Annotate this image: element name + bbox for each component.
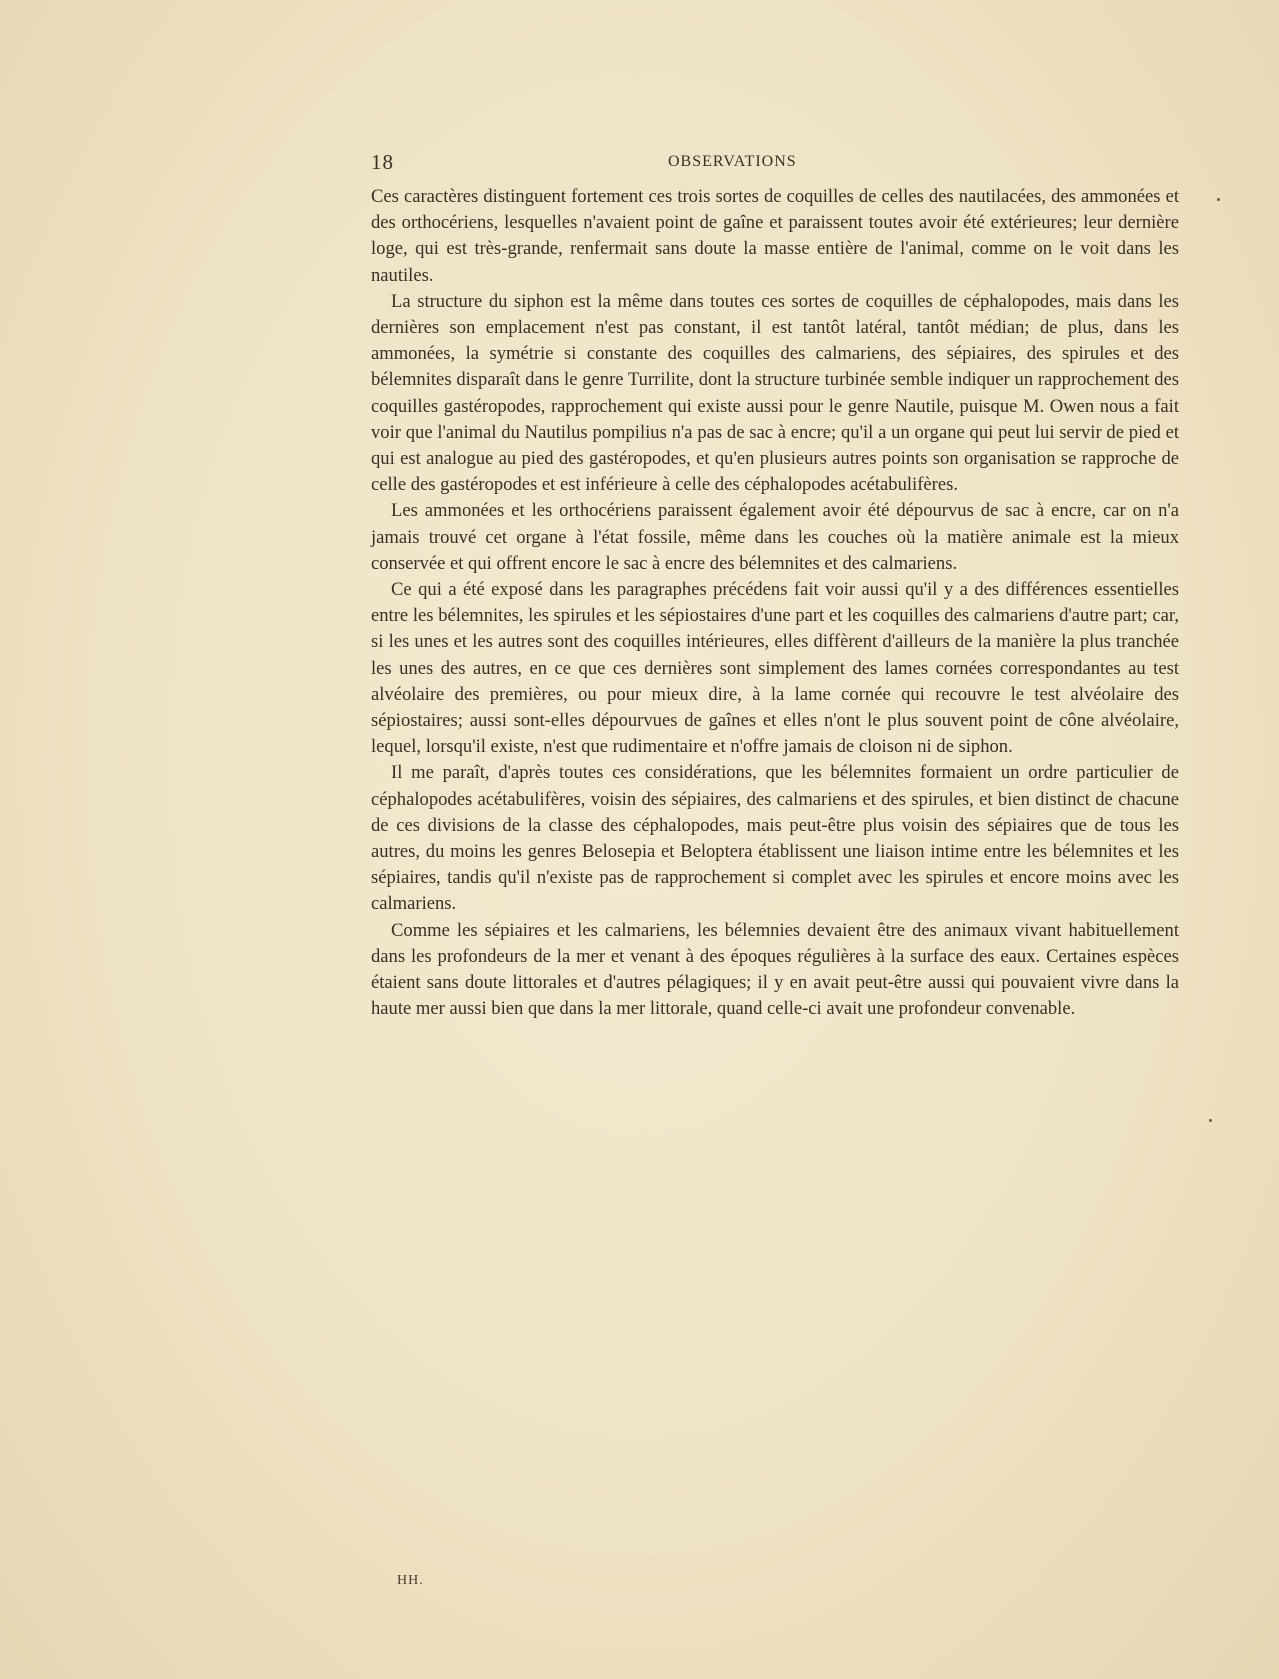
author-initials: HH.: [397, 1573, 424, 1588]
paragraph: Comme les sépiaires et les calmariens, les bélemnies devaient être des animaux vivant habituellement dans les profondeurs de la mer et venant à des époques régulières à la surface des eaux. Certaines espèces étaient sans doute littorales et d'autres pélagiques; il y en avait peut-être aussi qui pouvaient vivre dans la haute mer aussi bien que dans la mer littorale, quand celle-ci avait une profondeur convenable.: [371, 919, 1179, 1020]
paragraph: Il me paraît, d'après toutes ces considérations, que les bélemnites formaient un ordre particulier de céphalopodes acétabulifères, voisin des sépiaires, des calmariens et des spirules, et bien distinct de chacune de ces divisions de la classe des céphalopodes, mais peut-être plus voisin des sépiaires que de tous les autres, du moins les genres Belosepia et Beloptera établissent une liaison intime entre les bélemnites et les sépiaires, tandis qu'il n'existe pas de rapprochement si complet avec les spirules et encore moins avec les calmariens.: [371, 762, 1179, 915]
paragraph: Ce qui a été exposé dans les paragraphes précédens fait voir aussi qu'il y a des différences essentielles entre les bélemnites, les spirules et les sépiostaires d'une part et les coquilles des calmariens d'autre part; car, si les unes et les autres sont des coquilles intérieures, elles diffèrent d'ailleurs de la manière la plus tranchée les unes des autres, en ce que ces dernières sont simplement des lames cornées correspondantes au test alvéolaire des premières, ou pour mieux dire, à la lame cornée qui recouvre le test alvéolaire des sépiostaires; aussi sont-elles dépourvues de gaînes et elles n'ont le plus souvent point de cône alvéolaire, lequel, lorsqu'il existe, n'est que rudimentaire et n'offre jamais de cloison ni de siphon.: [371, 579, 1179, 758]
margin-mark: [1217, 198, 1220, 201]
margin-mark: [1209, 1119, 1212, 1122]
paragraph: Ces caractères distinguent fortement ces trois sortes de coquilles de celles des nautilacées, des ammonées et des orthocériens, lesquelles n'avaient point de gaîne et paraissent toutes avoir été extérieures; leur dernière loge, qui est très-grande, renfermait sans doute la masse entière de l'animal, comme on le voit dans les nautiles.: [371, 186, 1179, 286]
page-number: 18: [371, 150, 394, 174]
paragraph: La structure du siphon est la même dans toutes ces sortes de coquilles de céphalopodes, mais dans les dernières son emplacement n'est pas constant, il est tantôt latéral, tantôt médian; de plus, dans les ammonées, la symétrie si constante des coquilles des calmariens, des sépiaires, des spirules et des bélemnites disparaît dans le genre Turrilite, dont la structure turbinée semble indiquer un rapprochement des coquilles gastéropodes, rapprochement qui existe aussi pour le genre Nautile, puisque M. Owen nous a fait voir que l'animal du Nautilus pompilius n'a pas de sac à encre; qu'il a un organe qui peut lui servir de pied et qui est analogue au pied des gastéropodes, et qu'en plusieurs autres points son organisation se rapproche de celle des gastéropodes et est inférieure à celle des céphalopodes acétabulifères.: [371, 290, 1179, 496]
body-text: [371, 184, 1179, 1023]
running-title: OBSERVATIONS: [668, 153, 797, 170]
running-head: [371, 150, 1179, 176]
paragraph: Les ammonées et les orthocériens paraissent également avoir été dépourvus de sac à encre, car on n'a jamais trouvé cet organe à l'état fossile, même dans les couches où la matière animale est la mieux conservée et qui offrent encore le sac à encre des bélemnites et des calmariens.: [371, 500, 1179, 574]
